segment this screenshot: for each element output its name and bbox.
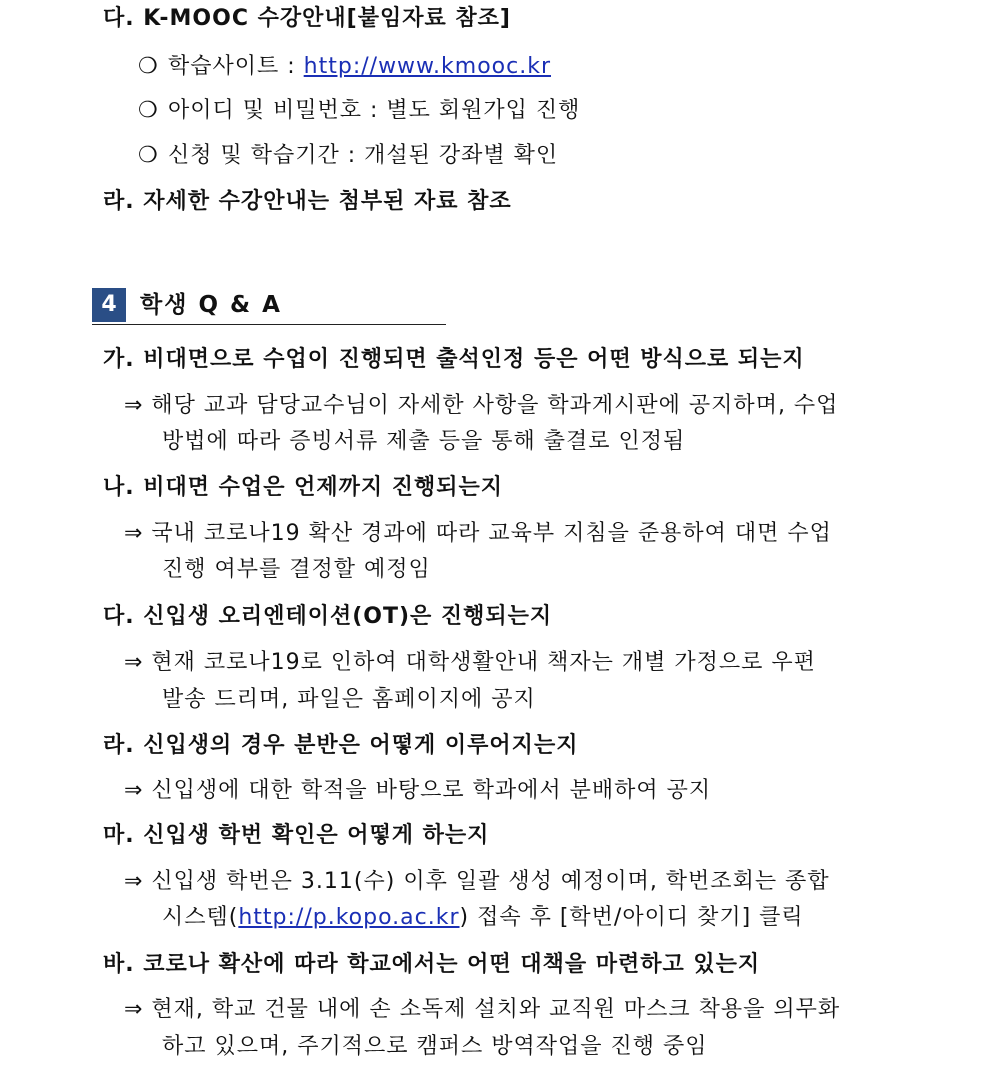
qa-answer-cont: 발송 드리며, 파일은 홈페이지에 공지 — [162, 687, 536, 712]
circle-bullet-icon: ❍ — [138, 143, 159, 168]
kopo-link[interactable]: http://p.kopo.ac.kr — [238, 905, 460, 930]
qa-answer-text: ) 접속 후 [학번/아이디 찾기] 클릭 — [459, 905, 804, 930]
qa-answer-text: 시스템( — [162, 905, 239, 930]
qa-answer: ⇒ 현재, 학교 건물 내에 손 소독제 설치와 교직원 마스크 착용을 의무화 — [124, 997, 841, 1022]
kmooc-item-account — [138, 96, 580, 126]
kmooc-item-site — [138, 52, 551, 82]
kmooc-item-label: 아이디 및 비밀번호 : 별도 회원가입 진행 — [168, 98, 581, 123]
section-header — [92, 288, 446, 325]
circle-bullet-icon: ❍ — [138, 54, 159, 79]
qa-question: 바. 코로나 확산에 따라 학교에서는 어떤 대책을 마련하고 있는지 — [103, 952, 761, 977]
section-number-badge: 4 — [92, 288, 126, 322]
qa-answer-cont — [162, 903, 804, 933]
circle-bullet-icon: ❍ — [138, 98, 159, 123]
qa-answer: ⇒ 신입생에 대한 학적을 바탕으로 학과에서 분배하여 공지 — [124, 778, 712, 803]
qa-answer: ⇒ 국내 코로나19 확산 경과에 따라 교육부 지침을 준용하여 대면 수업 — [124, 521, 832, 546]
qa-question: 가. 비대면으로 수업이 진행되면 출석인정 등은 어떤 방식으로 되는지 — [103, 347, 805, 372]
kmooc-item-label: 신청 및 학습기간 : 개설된 강좌별 확인 — [168, 143, 559, 168]
qa-question: 라. 신입생의 경우 분반은 어떻게 이루어지는지 — [103, 733, 579, 758]
kmooc-item-label: 학습사이트 : — [168, 54, 304, 79]
qa-answer: ⇒ 해당 교과 담당교수님이 자세한 사항을 학과게시판에 공지하며, 수업 — [124, 393, 839, 418]
qa-answer-cont: 방법에 따라 증빙서류 제출 등을 통해 출결로 인정됨 — [162, 429, 686, 454]
qa-answer: ⇒ 현재 코로나19로 인하여 대학생활안내 책자는 개별 가정으로 우편 — [124, 650, 816, 675]
kmooc-detail: 라. 자세한 수강안내는 첨부된 자료 참조 — [103, 189, 512, 214]
kmooc-link[interactable]: http://www.kmooc.kr — [303, 54, 551, 79]
qa-answer-cont: 하고 있으며, 주기적으로 캠퍼스 방역작업을 진행 중임 — [162, 1034, 708, 1059]
qa-question: 나. 비대면 수업은 언제까지 진행되는지 — [103, 475, 504, 500]
qa-question: 마. 신입생 학번 확인은 어떻게 하는지 — [103, 823, 490, 848]
kmooc-item-period — [138, 141, 558, 171]
section-title: 학생 Q & A — [140, 292, 282, 318]
qa-question: 다. 신입생 오리엔테이션(OT)은 진행되는지 — [103, 604, 553, 629]
qa-answer: ⇒ 신입생 학번은 3.11(수) 이후 일괄 생성 예정이며, 학번조회는 종합 — [124, 869, 830, 894]
qa-answer-cont: 진행 여부를 결정할 예정임 — [162, 557, 431, 582]
kmooc-heading: 다. K-MOOC 수강안내[붙임자료 참조] — [103, 6, 511, 31]
